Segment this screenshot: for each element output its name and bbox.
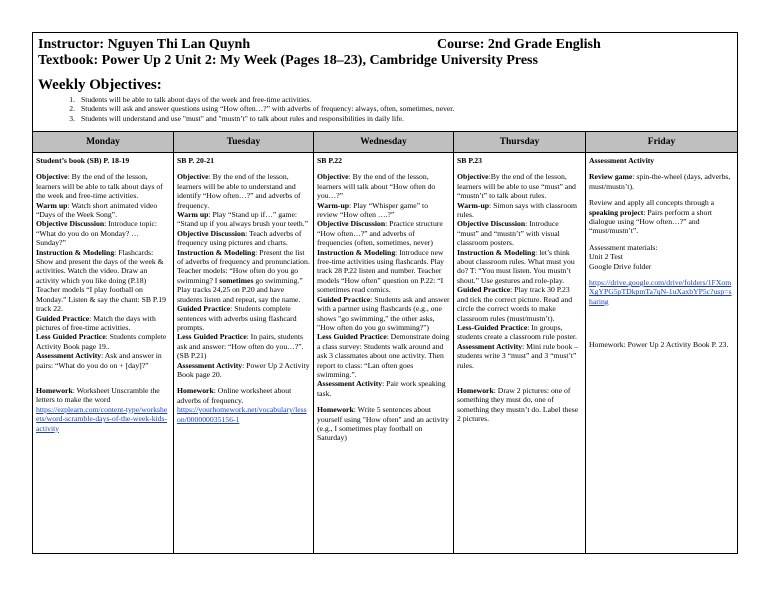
lesson-plan-page [32, 32, 738, 554]
warmup-label: Warm up [36, 200, 68, 210]
homework-label: Homework [177, 386, 214, 396]
objective-text: : By the end of the lesson, learners will be able to understand and identify “How often…?” and adverbs of frequency. [177, 172, 301, 210]
apply-bold: speaking project [589, 207, 644, 217]
warmup-text: : Watch short animated video “Days of the Week Song”. [36, 200, 158, 220]
less-guided-text: : In groups, students create a classroom rule poster. [457, 322, 577, 342]
assessment-label: Assessment Activity [177, 360, 243, 370]
friday-drive-link[interactable]: https://drive.google.com/drive/folders/1FXomXgYPG5pTDkpmTa7qN-1uXaxbYP5c?usp=sharing [589, 278, 732, 306]
day-header-monday: Monday [33, 132, 174, 152]
instruction-text: : Flashcards: Show and present the days of the week & activities. Watch the video. Draw an activity which you like doing (P.18) Teacher models “I play football on Monday.” Listen & say the chant: SB P.19 track 22. [36, 247, 166, 314]
friday-title: Assessment Activity [589, 156, 655, 165]
instruction-bold: sometimes [219, 275, 254, 285]
wednesday-cell [314, 153, 454, 553]
instruction-label: Instruction & Modeling [457, 247, 536, 257]
instructor-line: Instructor: Nguyen Thi Lan Quynh [38, 37, 251, 52]
materials-drive-folder: Google Drive folder [589, 261, 652, 271]
friday-homework: Homework: Power Up 2 Activity Book P. 23. [589, 340, 729, 350]
tuesday-homework-link[interactable]: https://yourhomework.net/vocabulary/lesson/000000035156-1 [177, 405, 307, 424]
discussion-label: Objective Discussion [457, 219, 526, 229]
objective-item: 2. Students will ask and answer questions using “How often…?” with adverbs of frequency: always, often, sometimes, never. [69, 104, 455, 114]
warmup-label: Warm up [177, 210, 209, 220]
homework-text: : Worksheet Unscramble the letters to make the word [36, 385, 160, 405]
assessment-label: Assessment Activity [457, 341, 523, 351]
guided-text: : Students complete sentences with adverbs using flashcard prompts. [177, 304, 297, 332]
homework-text: : Online worksheet about adverbs of frequency. [177, 386, 292, 405]
less-guided-label: Less Guided Practice [317, 332, 387, 342]
warmup-label: Warm-up [317, 200, 350, 210]
discussion-text: : Practice structure “How often…?” and adverbs of frequencies (often, sometimes, never) [317, 219, 443, 248]
discussion-label: Objective Discussion [317, 219, 386, 229]
discussion-label: Objective Discussion [177, 228, 246, 238]
friday-cell [586, 153, 737, 553]
less-guided-text: : In pairs, students ask and answer: “How often do you…?”. (SB P.21) [177, 332, 304, 361]
textbook-line: Textbook: Power Up 2 Unit 2: My Week (Pages 18–23), Cambridge University Press [38, 53, 538, 68]
instruction-text: : let’s think about classroom rules. What must you do? T: “You must listen. You mustn’t shout.” Use gestures and role-play. [457, 247, 575, 285]
discussion-label: Objective Discussion [36, 219, 105, 229]
review-label: Review game [589, 172, 633, 182]
instruction-label: Instruction & Modeling [177, 247, 256, 257]
objective-text: :By the end of the lesson, learners will be able to use “must” and “mustn’t” to talk about rules. [457, 172, 576, 201]
weekly-objectives-title: Weekly Objectives: [38, 77, 162, 93]
materials-unit-test: Unit 2 Test [589, 252, 623, 262]
instruction-label: Instruction & Modeling [36, 247, 115, 257]
assessment-text: : Power Up 2 Activity Book page 20. [177, 360, 310, 379]
warmup-text: : Play “Stand up if…” game: “Stand up if you always brush your teeth.” [177, 210, 309, 229]
guided-text: : Match the days with pictures of free-time activities. [36, 313, 156, 332]
objectives-list [57, 95, 454, 123]
objective-item: 1. Students will be able to talk about days of the week and free-time activities. [69, 95, 312, 104]
wednesday-pages: SB P.22 [317, 156, 342, 165]
day-header-thursday: Thursday [454, 132, 586, 152]
thursday-cell [454, 153, 586, 553]
objective-label: Objective [36, 172, 68, 182]
guided-text: : Students ask and answer with a partner using flashcards (e.g., one shows "go swimming," the other asks, "How often do you go swimming?") [317, 294, 450, 332]
less-guided-text: : Demonstrate doing a class survey: Students walk around and ask 3 classmates about one activity. Then report to class: “Lan often goes swimming.”. [317, 332, 450, 379]
course-line: Course: 2nd Grade English [437, 37, 601, 52]
discussion-text: : Introduce “must” and “mustn’t” with visual classroom posters. [457, 219, 560, 248]
less-guided-label: Less Guided Practice [177, 332, 247, 342]
assessment-label: Assessment Activity [317, 379, 383, 389]
objective-text: : By the end of the lesson, learners will talk about “How often do you…?” [317, 172, 436, 201]
guided-label: Guided Practice [317, 294, 371, 304]
guided-label: Guided Practice [177, 304, 231, 314]
apply-text: Review and apply all concepts through a [589, 198, 715, 208]
assessment-label: Assessment Activity [36, 351, 102, 361]
materials-heading: Assessment materials: [589, 242, 658, 252]
warmup-text: : Play “Whisper game” to review “How often ….?” [317, 200, 429, 220]
apply-text-2: : Pairs perform a short dialogue using “How often…?” and “must/mustn’t”. [589, 207, 713, 236]
warmup-text: : Simon says with classroom rules. [457, 200, 578, 220]
monday-homework-link[interactable]: https://ezplearn.com/content-type/worksheets/word-scramble-days-of-the-week-kids-activity [36, 404, 168, 433]
objective-text: : By the end of the lesson, learners will be able to talk about days of the week and free-time activities. [36, 172, 163, 201]
assessment-text: : Ask and answer in pairs: “What do you do on + [day]?” [36, 351, 162, 370]
header-section [33, 33, 737, 132]
discussion-text: : Introduce topic: “What do you do on Monday? … Sunday?” [36, 219, 158, 248]
assessment-text: : Mini rule book – students write 3 “must” and 3 “must’t” rules. [457, 341, 579, 370]
homework-text: : Write 5 sentences about yourself using "How often" and an activity (e.g., I sometimes play football on Saturday) [317, 405, 449, 443]
monday-cell [33, 153, 174, 553]
less-guided-text: : Students complete Activity Book page 19.. [36, 332, 167, 351]
instruction-text-2: go swimming.” Play tracks 24,25 on P.20 and have students listen and repeat, say the name. [177, 275, 303, 304]
homework-text: : Draw 2 pictures: one of something they must do, one of something they mustn’t do. Label these 2 pictures. [457, 385, 579, 424]
tuesday-pages: SB P. 20-21 [177, 156, 215, 165]
assessment-text: : Pair work speaking task. [317, 379, 446, 398]
thursday-pages: SB P.23 [457, 156, 482, 165]
less-guided-label: Less-Guided Practice [457, 322, 528, 332]
homework-label: Homework [457, 385, 494, 395]
homework-label: Homework [36, 385, 73, 395]
instruction-text: : Present the list of adverbs of frequency and pronunciation. Teacher models: “How often do you go swimming? I [177, 247, 310, 285]
objective-label: Objective [317, 172, 349, 182]
day-header-tuesday: Tuesday [174, 132, 314, 152]
days-header-row [33, 132, 737, 153]
discussion-text: : Teach adverbs of frequency using pictures and charts. [177, 228, 302, 248]
homework-label: Homework [317, 405, 354, 415]
review-text: : spin-the-wheel (days, adverbs, must/mustn’t). [589, 172, 731, 191]
guided-label: Guided Practice [36, 313, 90, 323]
instruction-label: Instruction & Modeling [317, 247, 396, 257]
monday-pages: Student’s book (SB) P. 18-19 [36, 156, 130, 165]
warmup-label: Warm-up [457, 200, 490, 210]
day-header-wednesday: Wednesday [314, 132, 454, 152]
guided-label: Guided Practice [457, 285, 511, 295]
less-guided-label: Less Guided Practice [36, 332, 106, 342]
tuesday-cell [174, 153, 314, 553]
objective-label: Objective [177, 172, 209, 182]
day-header-friday: Friday [647, 137, 676, 147]
instruction-text: : Introduce new free-time activities using flashcards. Play track 28 P.22 listen and number. Teacher models “How often” question on P.22: “I sometimes read comics. [317, 247, 445, 295]
objective-label: Objective [457, 172, 489, 182]
days-body-row [33, 153, 737, 553]
guided-text: : Play track 30 P.23 and tick the correct picture. Read and circle the correct words to make classroom rules (must/mustn’t). [457, 285, 573, 323]
objective-item: 3. Students will understand and use "must" and "mustn’t" to talk about rules and responsibilities in daily life. [69, 113, 404, 123]
